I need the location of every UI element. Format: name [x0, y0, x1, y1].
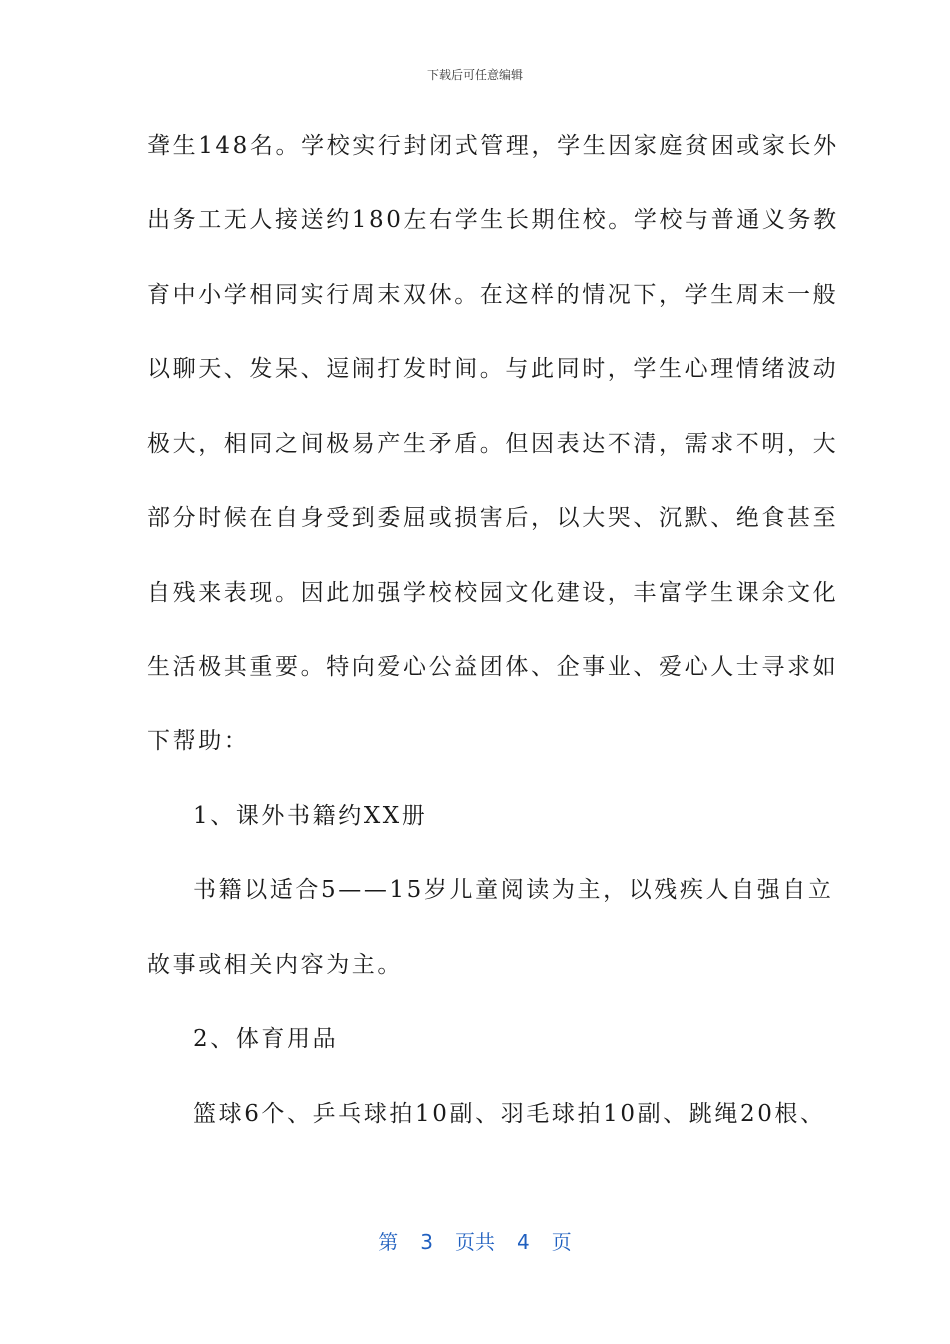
paragraph-line: 部分时候在自身受到委屈或损害后，以大哭、沉默、绝食甚至 [147, 505, 839, 531]
paragraph-line: 生活极其重要。特向爱心公益团体、企事业、爱心人士寻求如 [147, 654, 839, 680]
list-heading-books: 1、课外书籍约XX册 [193, 803, 428, 829]
paragraph-line: 育中小学相同实行周末双休。在这样的情况下，学生周末一般 [147, 282, 839, 308]
paragraph-line: 篮球6个、乒乓球拍10副、羽毛球拍10副、跳绳20根、 [193, 1101, 826, 1127]
paragraph-line: 书籍以适合5——15岁儿童阅读为主，以残疾人自强自立 [193, 877, 834, 903]
current-page-number: 3 [420, 1230, 433, 1254]
paragraph-line: 以聊天、发呆、逗闹打发时间。与此同时，学生心理情绪波动 [147, 356, 839, 382]
page-header: 下载后可任意编辑 [426, 68, 523, 82]
footer-prefix: 第 [378, 1230, 399, 1254]
paragraph-line: 聋生148名。学校实行封闭式管理，学生因家庭贫困或家长外 [147, 133, 839, 159]
paragraph-line: 出务工无人接送约180左右学生长期住校。学校与普通义务教 [147, 207, 839, 233]
paragraph-line: 极大，相同之间极易产生矛盾。但因表达不清，需求不明，大 [147, 431, 839, 457]
total-page-number: 4 [517, 1230, 530, 1254]
paragraph-line: 故事或相关内容为主。 [147, 952, 403, 978]
footer-middle: 页共 [455, 1230, 495, 1254]
list-heading-sports: 2、体育用品 [193, 1026, 339, 1052]
paragraph-line: 自残来表现。因此加强学校校园文化建设，丰富学生课余文化 [147, 580, 839, 606]
paragraph-line: 下帮助： [147, 728, 250, 754]
page-footer [0, 1226, 950, 1255]
footer-suffix: 页 [551, 1230, 572, 1254]
